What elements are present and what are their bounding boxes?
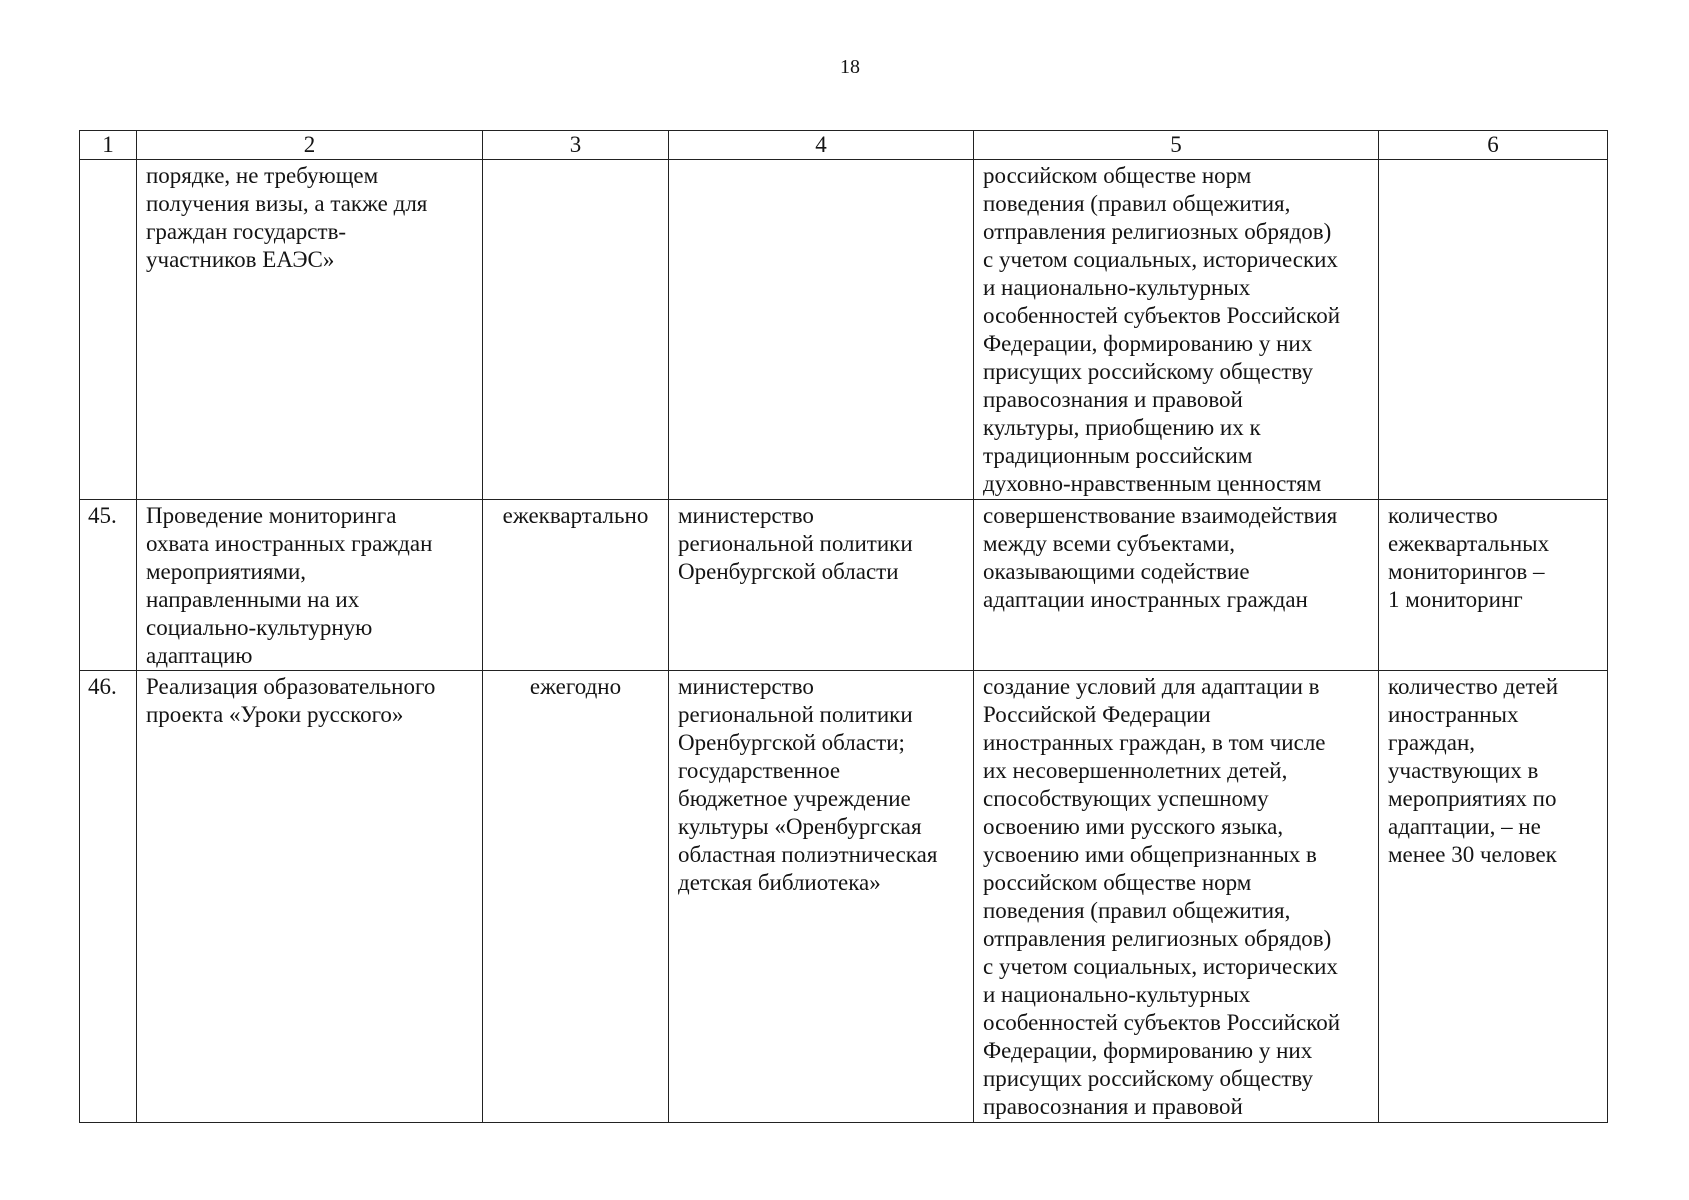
table-row [80,160,1608,500]
measures-table [79,130,1608,1123]
result-cell: создание условий для адаптации в Российской Федерации иностранных граждан, в том числе их несовершеннолетних детей, способствующих успешному освоению ими русского языка, усвоению ими общепризнанных в российском обществе норм поведения (правил общежития, отправления религиозных обрядов) с учетом социальных, исторических и национально-культурных особенностей субъектов Российской Федерации, формированию у них присущих российскому обществу правосознания и правовой [974,671,1379,1123]
executor-cell: министерство региональной политики Оренбургской области [669,500,974,671]
period-cell [483,160,669,500]
executor-cell: министерство региональной политики Оренбургской области; государственное бюджетное учреждение культуры «Оренбургская областная полиэтническая детская библиотека» [669,671,974,1123]
indicator-cell: количество детей иностранных граждан, участвующих в мероприятиях по адаптации, – не менее 30 человек [1379,671,1608,1123]
result-cell: российском обществе норм поведения (правил общежития, отправления религиозных обрядов) с учетом социальных, исторических и национально-культурных особенностей субъектов Российской Федерации, формированию у них присущих российскому обществу правосознания и правовой культуры, приобщению их к традиционным российским духовно-нравственным ценностям [974,160,1379,500]
measure-cell: Реализация образовательного проекта «Уроки русского» [137,671,483,1123]
column-header-4: 4 [669,131,974,160]
executor-cell [669,160,974,500]
measure-cell: порядке, не требующем получения визы, а также для граждан государств- участников ЕАЭС» [137,160,483,500]
column-header-1: 1 [80,131,137,160]
table-header-row [80,131,1608,160]
period-cell: ежеквартально [483,500,669,671]
table-row [80,671,1608,1123]
row-number [80,160,137,500]
column-header-5: 5 [974,131,1379,160]
indicator-cell: количество ежеквартальных мониторингов – 1 мониторинг [1379,500,1608,671]
column-header-6: 6 [1379,131,1608,160]
measure-cell: Проведение мониторинга охвата иностранных граждан мероприятиями, направленными на их социально-культурную адаптацию [137,500,483,671]
table-row [80,500,1608,671]
result-cell: совершенствование взаимодействия между всеми субъектами, оказывающими содействие адаптации иностранных граждан [974,500,1379,671]
page-number: 18 [840,56,860,78]
period-cell: ежегодно [483,671,669,1123]
column-header-2: 2 [137,131,483,160]
indicator-cell [1379,160,1608,500]
row-number: 45. [80,500,137,671]
column-header-3: 3 [483,131,669,160]
row-number: 46. [80,671,137,1123]
